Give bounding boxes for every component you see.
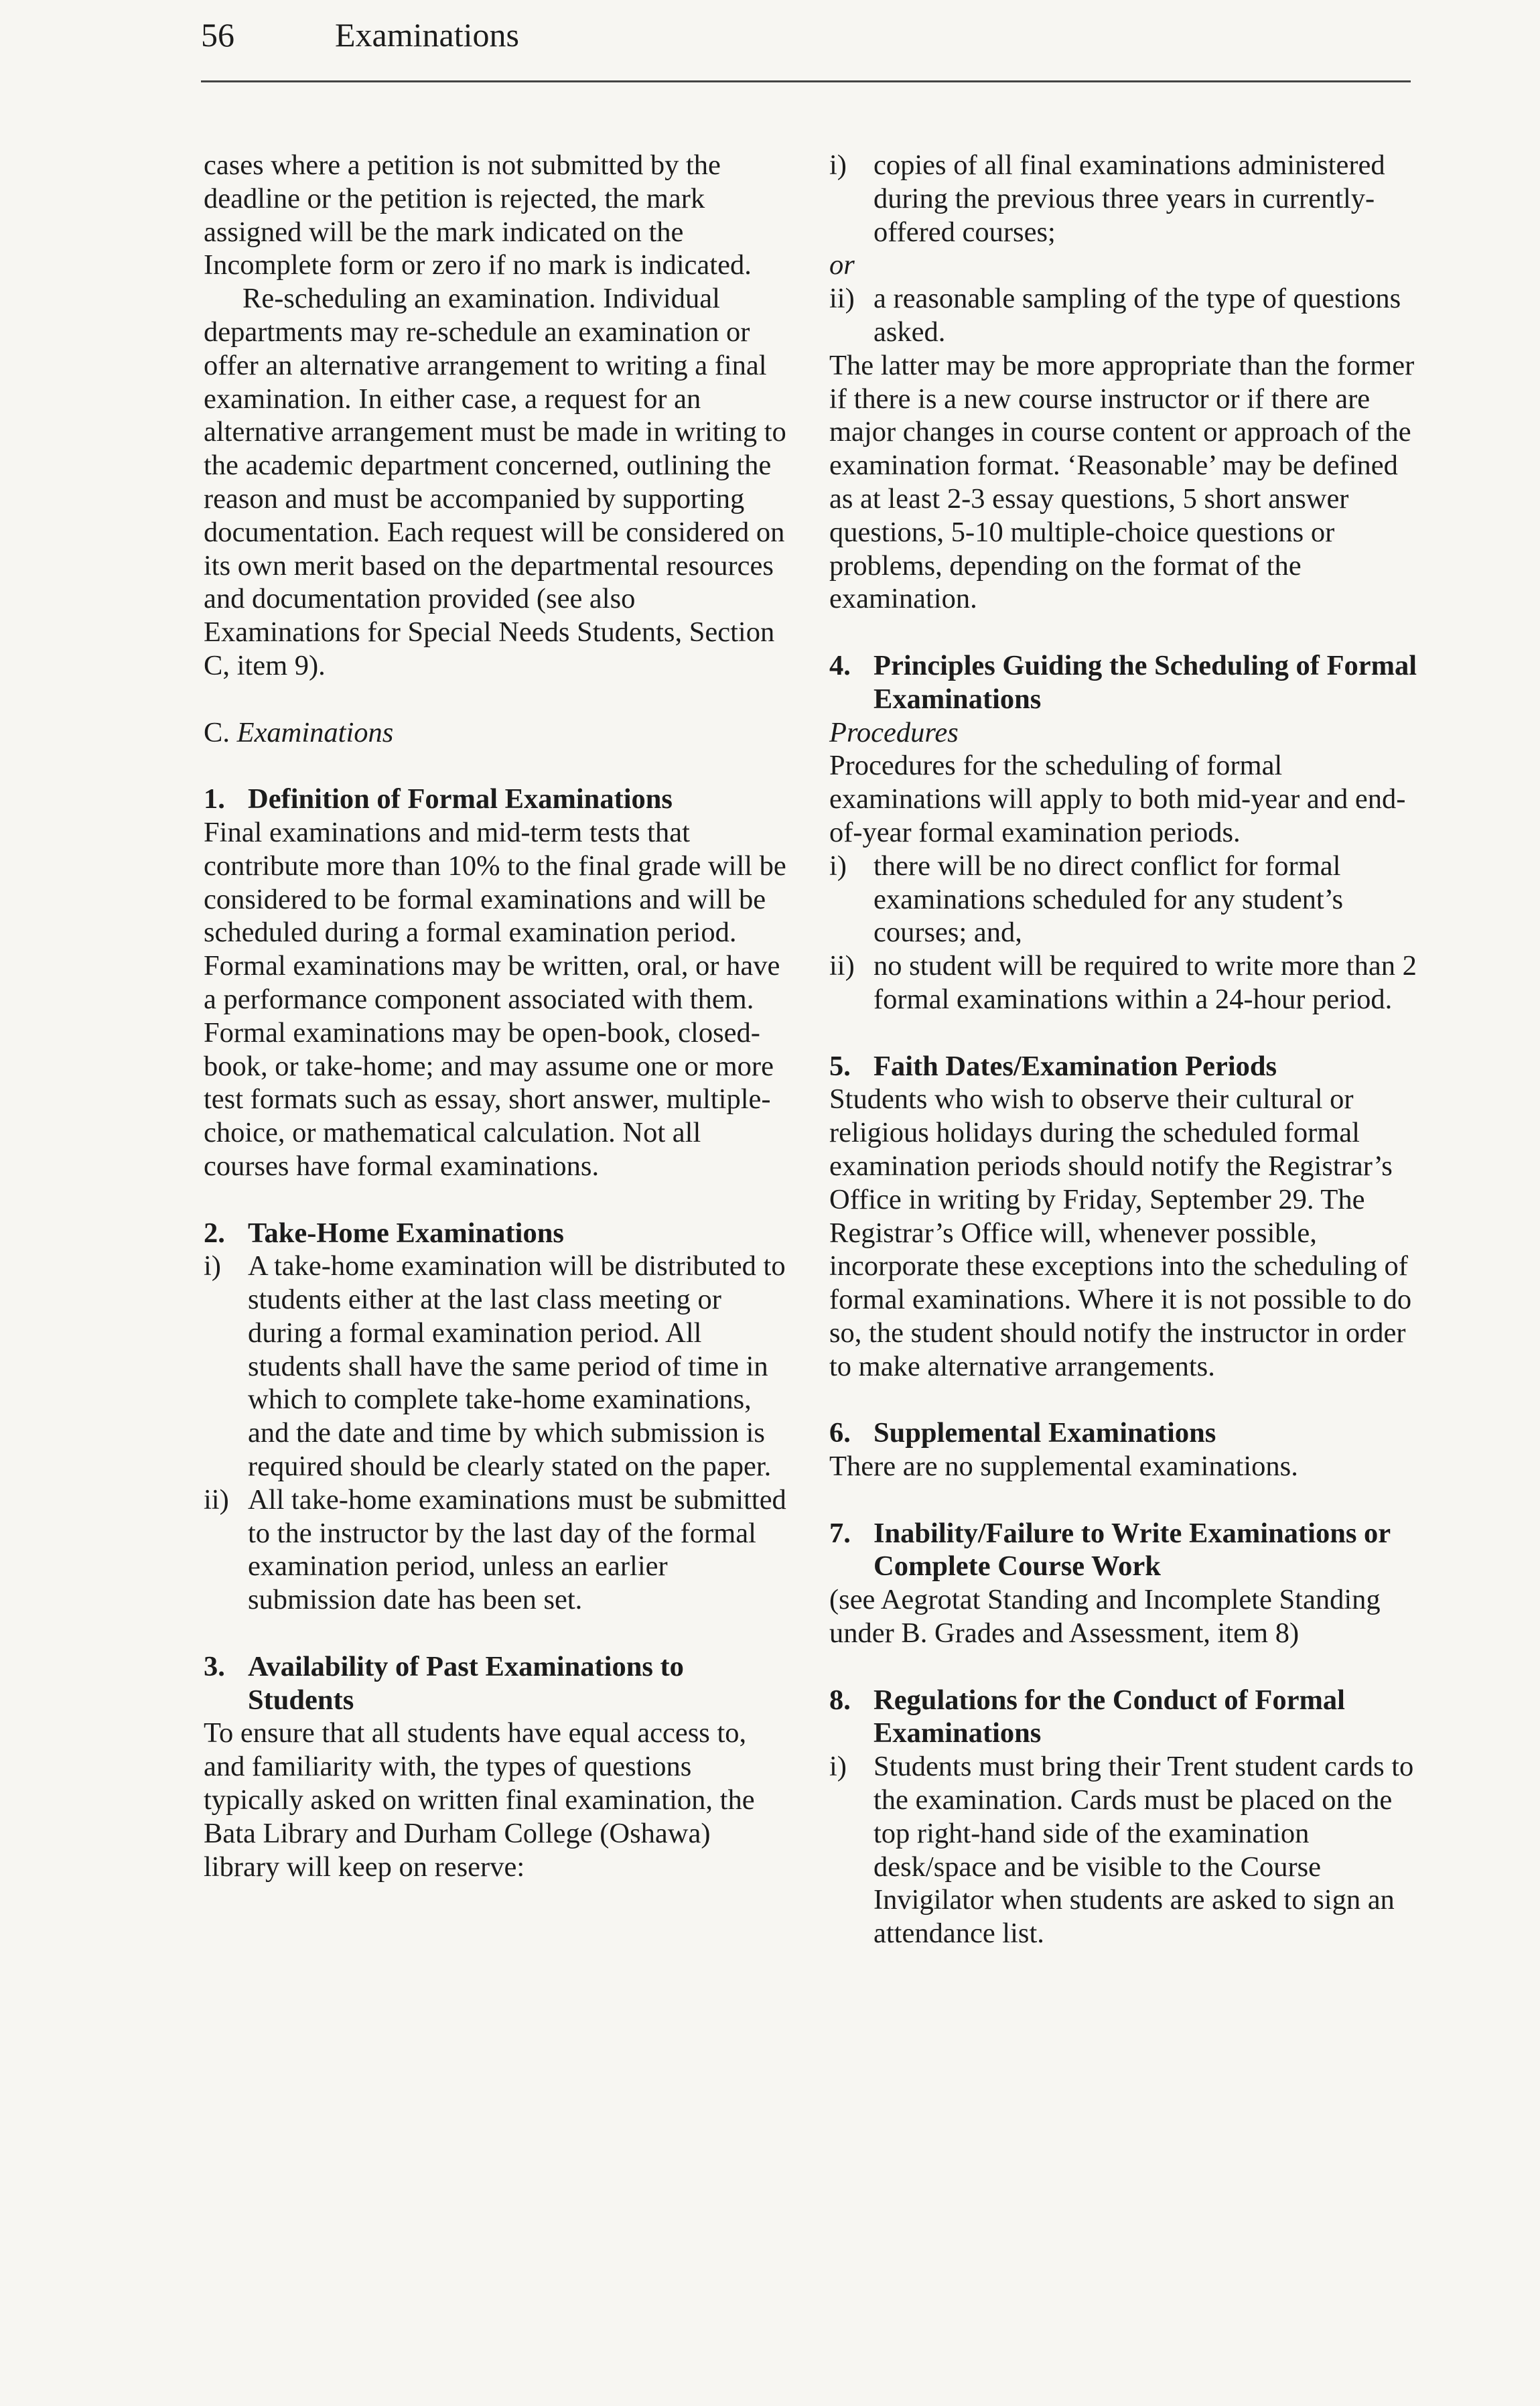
list-item [829, 1750, 1419, 1950]
list-text: there will be no direct conflict for formal examinations scheduled for any student’s courses; and, [873, 850, 1344, 949]
heading-text: Regulations for the Conduct of Formal Examinations [873, 1684, 1345, 1749]
list-text: A take-home examination will be distributed to students either at the last class meeting or during a formal examination period. All students shall have the same period of time in which to complete take-home examinations, and the date and time by which submission is required should be clearly stated on the paper. [248, 1250, 786, 1483]
heading-faith-dates [829, 1050, 1419, 1083]
heading-number: 6. [829, 1417, 851, 1449]
list-item [829, 282, 1419, 349]
running-title: Examinations [335, 16, 519, 54]
heading-number: 7. [829, 1517, 851, 1549]
heading-text: Inability/Failure to Write Examinations or Complete Course Work [873, 1517, 1391, 1583]
heading-number: 2. [204, 1217, 225, 1249]
inability-body: (see Aegrotat Standing and Incomplete Standing under B. Grades and Assessment, item 8) [829, 1584, 1381, 1650]
page-header [201, 15, 1411, 55]
heading-text: Supplemental Examinations [873, 1417, 1216, 1449]
scheduling-body: Procedures for the scheduling of formal examinations will apply to both mid-year and end-of-year formal examination periods. [829, 750, 1406, 848]
header-rule [201, 80, 1411, 82]
heading-inability [829, 1517, 1419, 1584]
or-connector: or [829, 249, 855, 281]
heading-number: 1. [204, 783, 225, 815]
heading-text: Availability of Past Examinations to Students [248, 1650, 684, 1716]
list-item [204, 1250, 793, 1483]
heading-definition [204, 783, 793, 816]
list-text: All take-home examinations must be submitted to the instructor by the last day of the formal examination period, unless an earlier submission date has been set. [248, 1483, 786, 1616]
list-item [829, 149, 1419, 249]
definition-body: Final examinations and mid-term tests that contribute more than 10% to the final grade will be considered to be formal examinations and will be scheduled during a formal examination period. Formal examinations may be written, oral, or have a performance component associated with them. Formal examinations may be open-book, closed-book, or take-home; and may assume one or more test formats such as essay, short answer, multiple-choice, or mathematical calculation. Not all courses have formal examinations. [204, 816, 786, 1182]
heading-text: Take-Home Examinations [248, 1217, 564, 1249]
intro-paragraph: cases where a petition is not submitted by the deadline or the petition is rejected, the mark assigned will be the mark indicated on the Incomplete form or zero if no mark is indicated. [204, 149, 752, 281]
heading-text: Definition of Formal Examinations [248, 783, 673, 815]
faith-dates-body: Students who wish to observe their cultural or religious holidays during the scheduled formal examination periods should notify the Registrar’s Office in writing by Friday, September 29. The Registrar’s Office will, whenever possible, incorporate these exceptions into the scheduling of formal examinations. Where it is not possible to do so, the student should notify the instructor in order to make alternative arrangements. [829, 1083, 1412, 1382]
list-item [829, 949, 1419, 1016]
list-text: Students must bring their Trent student cards to the examination. Cards must be placed on the top right-hand side of the examination desk/space and be visible to the Course Invigilator when students are asked to sign an attendance list. [873, 1751, 1414, 1950]
heading-past-exams [204, 1650, 793, 1717]
heading-scheduling [829, 649, 1419, 716]
list-text: a reasonable sampling of the type of questions asked. [873, 283, 1401, 348]
heading-number: 4. [829, 649, 851, 681]
list-text: copies of all final examinations administered during the previous three years in currently-offered courses; [873, 149, 1385, 248]
section-letter: C. [204, 716, 230, 748]
rescheduling-paragraph: Re-scheduling an examination. Individual departments may re-schedule an examination or offer an alternative arrangement to writing a final examination. In either case, a request for an alternative arrangement must be made in writing to the academic department concerned, outlining the reason and must be accompanied by supporting documentation. Each request will be considered on its own merit based on the departmental resources and documentation provided (see also Examinations for Special Needs Students, Section C, item 9). [204, 283, 786, 681]
list-label: i) [829, 850, 847, 882]
list-label: ii) [829, 283, 855, 315]
list-label: i) [204, 1250, 221, 1282]
supplemental-body: There are no supplemental examinations. [829, 1451, 1298, 1483]
page-number: 56 [201, 16, 234, 54]
past-exams-body: To ensure that all students have equal access to, and familiarity with, the types of questions typically asked on written final examination, the Bata Library and Durham College (Oshawa) library will keep on reserve: [204, 1717, 755, 1883]
list-label: ii) [829, 950, 855, 982]
heading-number: 8. [829, 1684, 851, 1716]
section-title: Examinations [236, 716, 394, 748]
list-item [204, 1483, 793, 1617]
heading-supplemental [829, 1416, 1419, 1450]
section-c-heading [204, 716, 793, 750]
past-exams-continued: The latter may be more appropriate than the former if there is a new course instructor or if there are major changes in course content or approach of the examination format. ‘Reasonable’ may be defined as at least 2-3 essay questions, 5 short answer questions, 5-10 multiple-choice questions or problems, depending on the format of the examination. [829, 349, 1415, 615]
list-label: ii) [204, 1483, 229, 1516]
list-item [829, 850, 1419, 949]
left-column [204, 149, 793, 1883]
heading-conduct [829, 1684, 1419, 1751]
heading-text: Faith Dates/Examination Periods [873, 1050, 1277, 1082]
right-column [829, 149, 1419, 1950]
list-text: no student will be required to write more than 2 formal examinations within a 24-hour period. [873, 950, 1417, 1015]
list-label: i) [829, 1751, 847, 1783]
procedures-subheading: Procedures [829, 716, 959, 748]
list-label: i) [829, 149, 847, 181]
heading-number: 3. [204, 1650, 225, 1682]
heading-text: Principles Guiding the Scheduling of Formal Examinations [873, 649, 1417, 715]
heading-number: 5. [829, 1050, 851, 1082]
heading-take-home [204, 1217, 793, 1250]
